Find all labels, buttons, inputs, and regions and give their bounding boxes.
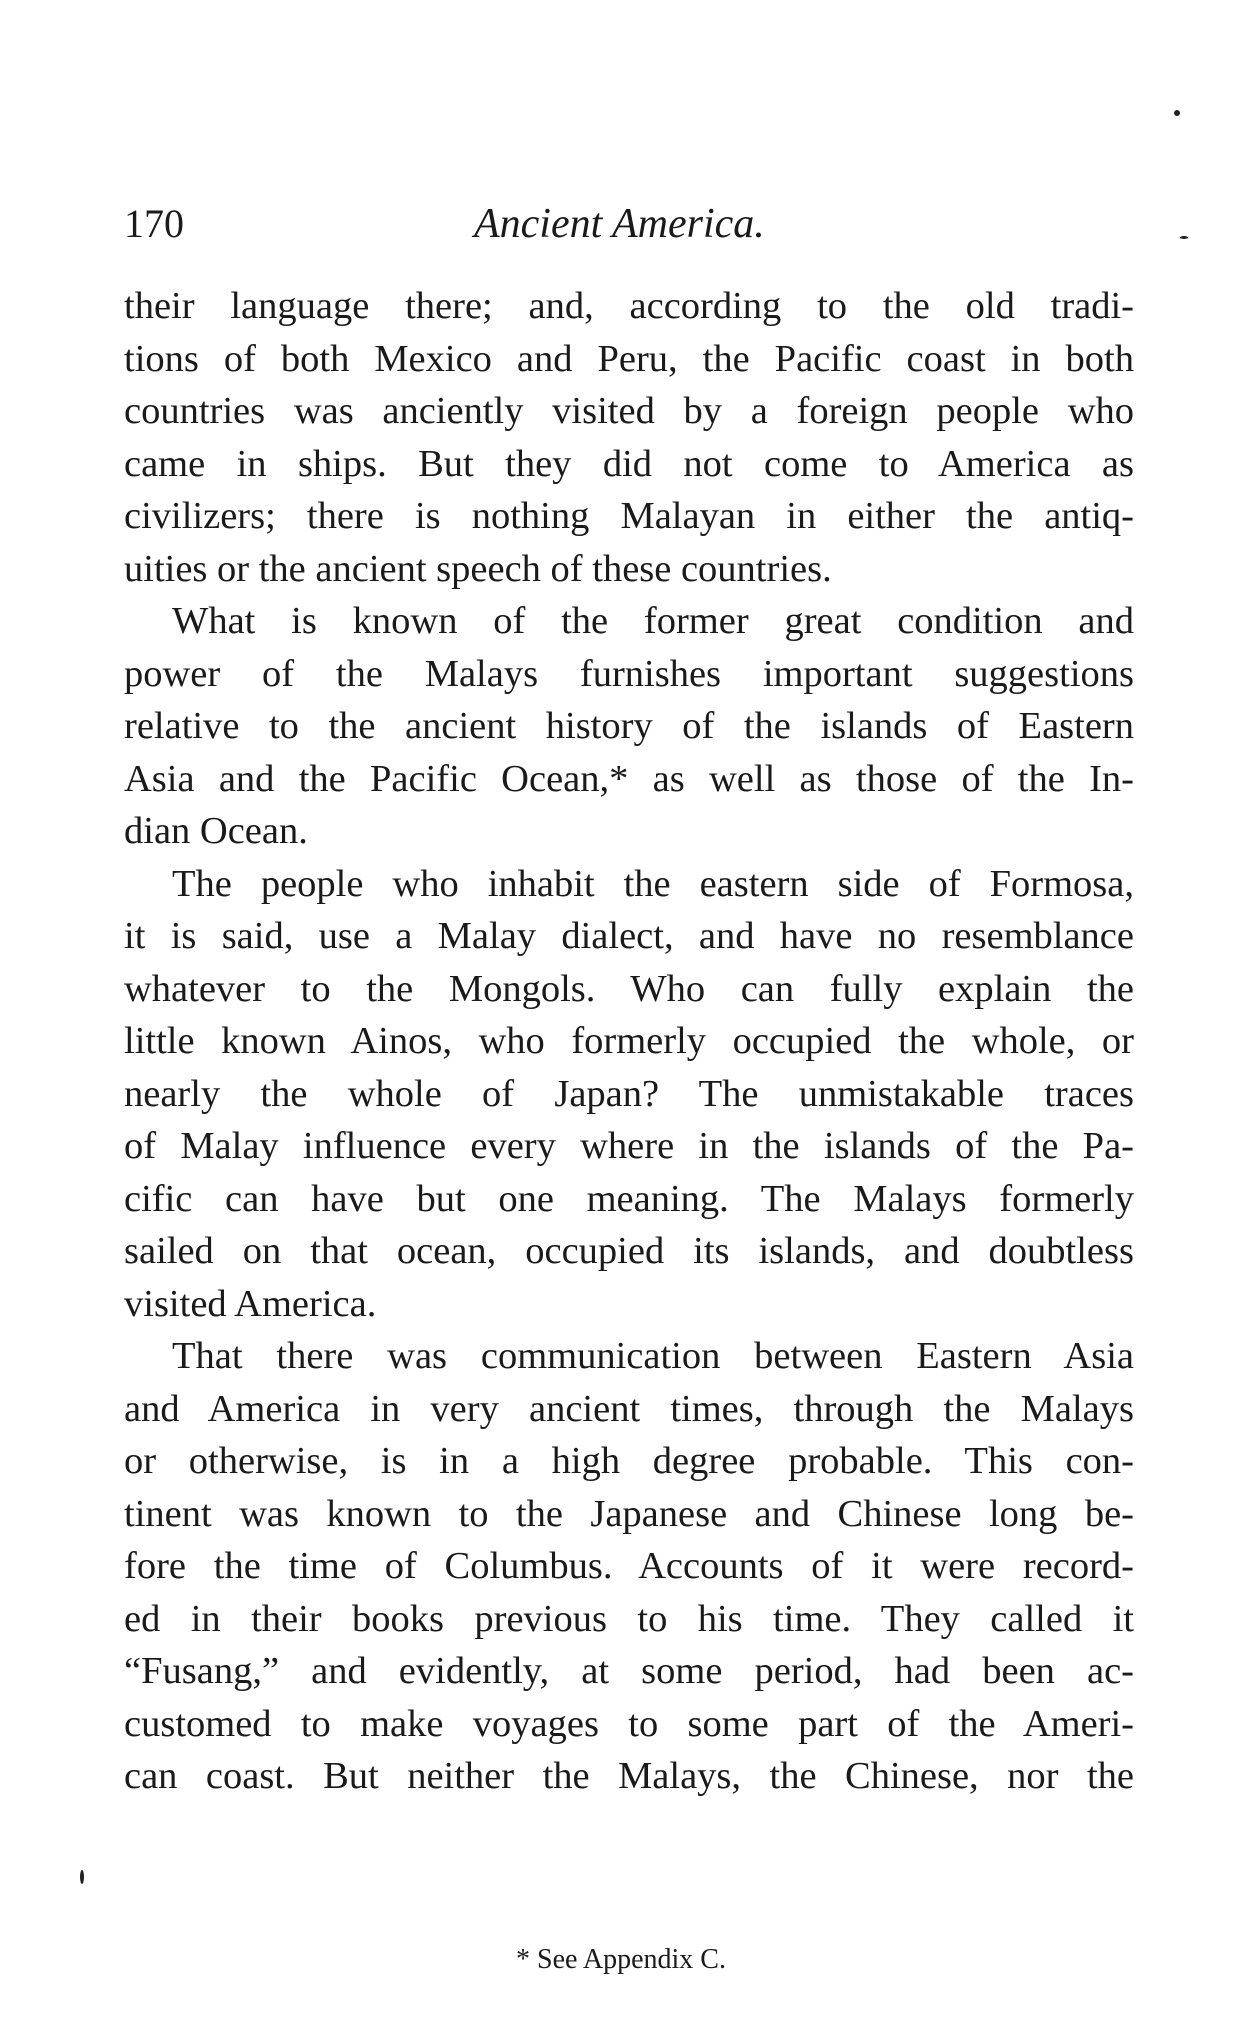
text-line: customed to make voyages to some part of the Ameri- [124,1702,1134,1745]
text-line: it is said, use a Malay dialect, and have no resemblance [124,915,1134,957]
text-line: ed in their books previous to his time. They called it [124,1597,1134,1640]
paragraph [124,595,1134,858]
text-line: That there was communication between Eastern Asia [172,1335,1134,1377]
paragraph [124,858,1134,1331]
text-line: dian Ocean. [124,810,308,852]
running-title: Ancient America. [474,201,765,247]
text-line: came in ships. But they did not come to America as [124,442,1134,485]
text-line: “Fusang,” and evidently, at some period, had been ac- [124,1650,1134,1692]
scan-speck [80,1870,84,1884]
text-line: cific can have but one meaning. The Malays formerly [124,1177,1134,1220]
text-line: countries was anciently visited by a foreign people who [124,390,1134,432]
running-header [124,200,1134,250]
text-line: or otherwise, is in a high degree probable. This con- [124,1440,1134,1482]
text-line: visited America. [124,1282,377,1325]
text-line: power of the Malays furnishes important suggestions [124,652,1134,695]
text-line: nearly the whole of Japan? The unmistakable traces [124,1072,1134,1115]
text-line: and America in very ancient times, through the Malays [124,1387,1134,1430]
text-line: Asia and the Pacific Ocean,* as well as those of the In- [124,757,1134,800]
scan-speck [1174,110,1180,116]
paragraph [124,280,1134,595]
text-line: civilizers; there is nothing Malayan in either the antiq- [124,495,1134,537]
text-line: The people who inhabit the eastern side of Formosa, [172,862,1134,905]
text-line: relative to the ancient history of the islands of Eastern [124,705,1134,747]
text-line: fore the time of Columbus. Accounts of it were record- [124,1545,1134,1587]
text-line: of Malay influence every where in the islands of the Pa- [124,1125,1134,1167]
body-text [124,280,1134,1803]
text-line: whatever to the Mongols. Who can fully explain the [124,967,1134,1010]
text-line: tinent was known to the Japanese and Chinese long be- [124,1492,1134,1535]
text-line: uities or the ancient speech of these countries. [124,547,832,590]
footnote: * See Appendix C. [516,1944,726,1975]
text-line: little known Ainos, who formerly occupied the whole, or [124,1020,1134,1062]
text-line: their language there; and, according to the old tradi- [124,285,1134,327]
text-line: sailed on that ocean, occupied its islands, and doubtless [124,1230,1134,1272]
paragraph [124,1330,1134,1803]
text-line: can coast. But neither the Malays, the Chinese, nor the [124,1755,1134,1797]
page-number: 170 [124,201,184,246]
text-line: tions of both Mexico and Peru, the Pacific coast in both [124,337,1134,380]
text-line: What is known of the former great condition and [172,600,1134,642]
scan-speck [1180,236,1188,239]
